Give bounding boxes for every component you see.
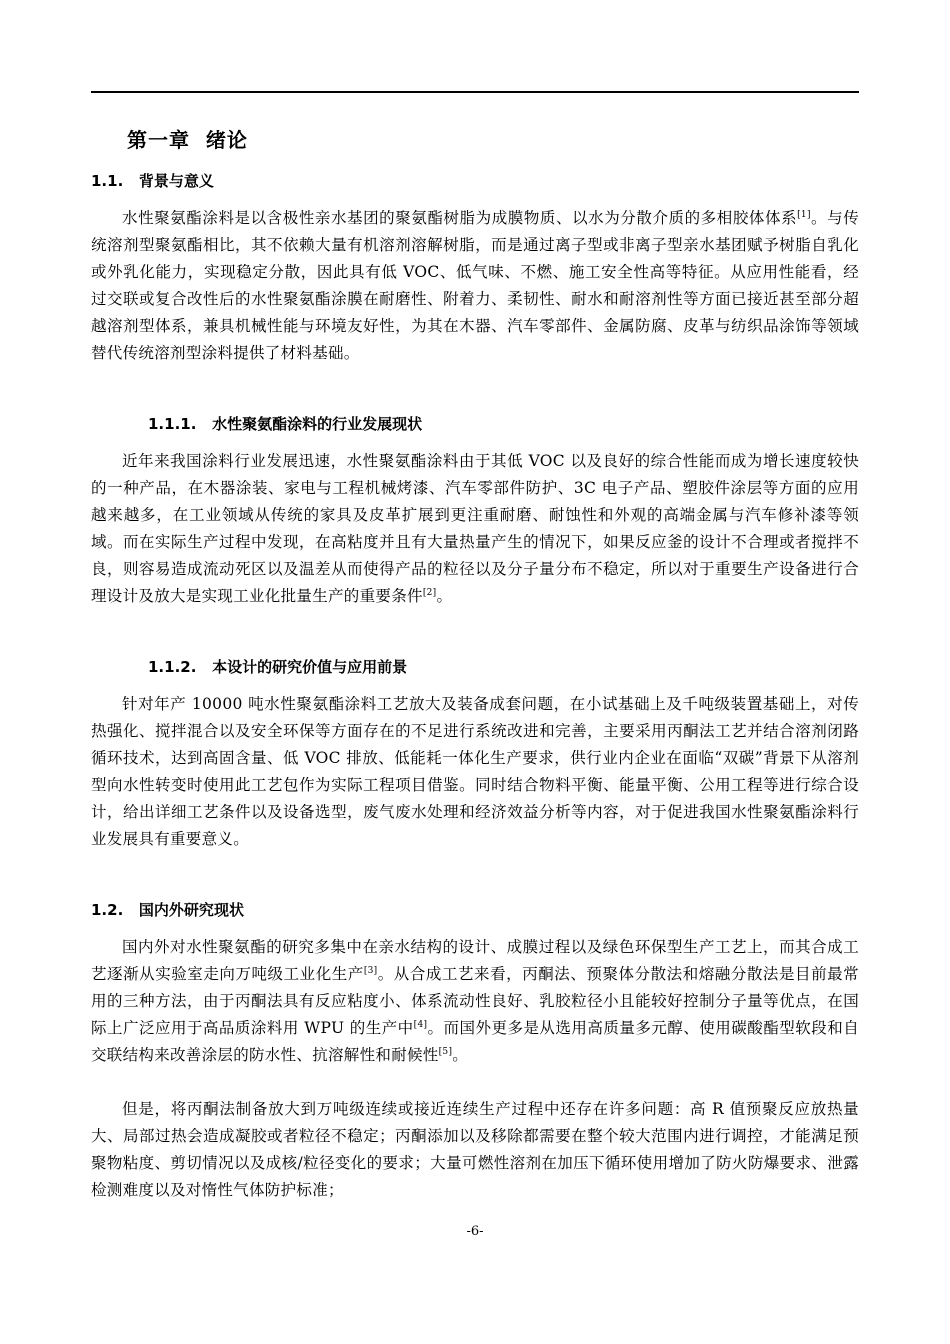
citation-ref: [2] [422, 587, 437, 598]
paragraph-research-status [91, 934, 859, 1069]
citation-ref: [4] [413, 1019, 428, 1030]
text-run: 近年来我国涂料行业发展迅速，水性聚氨酯涂料由于其低 VOC 以及良好的综合性能而成为增长速度较快的一种产品，在木器涂装、家电与工程机械烤漆、汽车零部件防护、3C 电子产品、塑胶件涂层等方面的应用越来越多，在工业领域从传统的家具及皮革扩展到更注重耐磨、耐蚀性和外观的高端金属与汽车修补漆等领域。而在实际生产过程中发现，在高粘度并且有大量热量产生的情况下，如果反应釜的设计不合理或者搅拌不良，则容易造成流动死区以及温差从而使得产品的粒径以及分子量分布不稳定，所以对于重要生产设备进行合理设计及放大是实现工业化批量生产的重要条件 [91, 452, 859, 605]
paragraph-industry-status [91, 448, 859, 610]
page-number: -6- [466, 1224, 484, 1239]
text-run: 。而国外更多是从选用高质量多元醇、使用碳酸酯型软段和自交联结构来改善涂层的防水性、抗溶解性和耐候性 [91, 1019, 859, 1064]
citation-ref: [5] [438, 1046, 453, 1057]
text-run: 。 [436, 587, 453, 605]
text-run: 水性聚氨酯涂料是以含极性亲水基团的聚氨酯树脂为成膜物质、以水为分散介质的多相胶体体系 [122, 209, 798, 227]
section-heading-1-1-1: 1.1.1. 水性聚氨酯涂料的行业发展现状 [148, 415, 423, 433]
citation-ref: [3] [363, 965, 378, 976]
text-run: 。 [452, 1046, 469, 1064]
section-heading-1-1-2: 1.1.2. 本设计的研究价值与应用前景 [148, 658, 408, 676]
chapter-title: 第一章 绪论 [127, 128, 248, 152]
header-rule [91, 91, 859, 93]
paragraph-research-value: 针对年产 10000 吨水性聚氨酯涂料工艺放大及装备成套问题，在小试基础上及千吨级装置基础上，对传热强化、搅拌混合以及安全环保等方面存在的不足进行系统改进和完善，主要采用丙酮法工艺并结合溶剂闭路循环技术，达到高固含量、低 VOC 排放、低能耗一体化生产要求，供行业内企业在面临“双碳”背景下从溶剂型向水性转变时使用此工艺包作为实际工程项目借鉴。同时结合物料平衡、能量平衡、公用工程等进行综合设计，给出详细工艺条件以及设备选型，废气废水处理和经济效益分析等内容，对于促进我国水性聚氨酯涂料行业发展具有重要意义。 [91, 695, 859, 848]
paragraph-scale-up-issues: 但是，将丙酮法制备放大到万吨级连续或接近连续生产过程中还存在许多问题：高 R 值预聚反应放热量大、局部过热会造成凝胶或者粒径不稳定；丙酮添加以及移除都需要在整个较大范围内进行调控，才能满足预聚物粘度、剪切情况以及成核/粒径变化的要求；大量可燃性溶剂在加压下循环使用增加了防火防爆要求、泄露检测难度以及对惰性气体防护标准； [91, 1100, 859, 1199]
citation-ref: [1] [797, 209, 811, 220]
text-run: 。从合成工艺来看，丙酮法、预聚体分散法和熔融分散法是目前最常用的三种方法，由于丙酮法具有反应粘度小、体系流动性良好、乳胶粒径小且能较好控制分子量等优点，在国际上广泛应用于高品质涂料用 WPU 的生产中 [91, 965, 859, 1037]
text-run: 。与传统溶剂型聚氨酯相比，其不依赖大量有机溶剂溶解树脂，而是通过离子型或非离子型亲水基团赋予树脂自乳化或外乳化能力，实现稳定分散，因此具有低 VOC、低气味、不燃、施工安全性高等特征。从应用性能看，经过交联或复合改性后的水性聚氨酯涂膜在耐磨性、附着力、柔韧性、耐水和耐溶剂性等方面已接近甚至部分超越溶剂型体系，兼具机械性能与环境友好性，为其在木器、汽车零部件、金属防腐、皮革与纺织品涂饰等领域替代传统溶剂型涂料提供了材料基础。 [91, 209, 859, 362]
section-heading-1-2: 1.2. 国内外研究现状 [91, 901, 244, 919]
paragraph-background [91, 205, 859, 367]
text-run: 国内外对水性聚氨酯的研究多集中在亲水结构的设计、成膜过程以及绿色环保型生产工艺上，而其合成工艺逐渐从实验室走向万吨级工业化生产 [91, 938, 859, 983]
section-heading-1-1: 1.1. 背景与意义 [91, 172, 214, 190]
